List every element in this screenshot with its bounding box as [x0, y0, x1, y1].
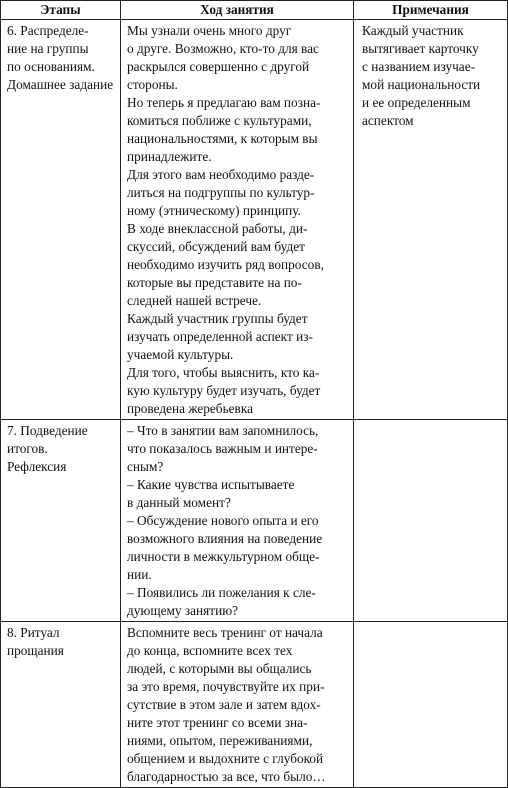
text-line: прощания: [7, 643, 64, 658]
text-line: Мы узнали очень много друг: [127, 23, 292, 38]
text-line: – Какие чувства испытываете: [127, 477, 295, 492]
text-line: общением и выдохните с глубокой: [127, 751, 324, 766]
text-line: о друге. Возможно, кто-то для вас: [127, 41, 319, 56]
text-line: аспектом: [362, 113, 414, 128]
text-line: за это время, почувствуйте их при-: [127, 679, 325, 694]
content-cell: [121, 20, 354, 420]
text-line: до конца, вспомните всех тех: [127, 643, 293, 658]
text-line: Но теперь я предлагаю вам позна-: [127, 95, 321, 110]
header-lesson-flow: Ход занятия: [121, 1, 354, 20]
text-line: Для того, чтобы выяснить, кто ка-: [127, 365, 320, 380]
text-line: личности в межкультурном обще-: [127, 549, 320, 564]
text-line: с названием изучае-: [362, 59, 476, 74]
table-body: [1, 20, 508, 788]
text-line: раскрылся совершенно с другой: [127, 59, 310, 74]
text-line: необходимо изучить ряд вопросов,: [127, 257, 324, 272]
text-line: литься на подгруппы по культур-: [127, 185, 315, 200]
text-line: сутствие в этом зале и затем вдох-: [127, 697, 321, 712]
text-line: возможного влияния на поведение: [127, 531, 323, 546]
notes-cell: [354, 20, 508, 420]
text-line: национальностями, к которым вы: [127, 131, 318, 146]
text-line: ние на группы: [7, 41, 89, 56]
text-line: кую культуру будет изучать, будет: [127, 383, 321, 398]
text-line: вытягивает карточку: [362, 41, 479, 56]
text-line: Вспомните весь тренинг от начала: [127, 625, 323, 640]
stage-cell: [1, 420, 121, 622]
text-line: Рефлексия: [7, 459, 67, 474]
text-line: мой национальности: [362, 77, 481, 92]
text-line: В ходе внеклассной работы, ди-: [127, 221, 308, 236]
text-line: проведена жеребьевка: [127, 401, 253, 416]
text-line: ните этот тренинг со всеми зна-: [127, 715, 308, 730]
table-row: [1, 20, 508, 420]
text-line: итогов.: [7, 441, 48, 456]
text-line: учаемой культуры.: [127, 347, 234, 362]
text-line: – Что в занятии вам запомнилось,: [127, 423, 319, 438]
notes-cell: [354, 622, 508, 788]
text-line: по основаниям.: [7, 59, 95, 74]
text-line: 6. Распределе-: [7, 23, 89, 38]
content-cell: [121, 420, 354, 622]
text-line: – Появились ли пожелания к сле-: [127, 585, 316, 600]
text-line: Домашнее задание: [7, 77, 114, 92]
text-line: что показалось важным и интере-: [127, 441, 318, 456]
text-line: скуссий, обсуждений вам будет: [127, 239, 305, 254]
table-header-row: [1, 1, 508, 20]
text-line: которые вы представите на по-: [127, 275, 302, 290]
text-line: и ее определенным: [362, 95, 471, 110]
text-line: Каждый участник: [362, 23, 464, 38]
table-row: [1, 622, 508, 788]
text-line: нии.: [127, 567, 152, 582]
text-line: 8. Ритуал: [7, 625, 60, 640]
text-line: – Обсуждение нового опыта и его: [127, 513, 319, 528]
text-line: дующему занятию?: [127, 603, 239, 618]
text-line: людей, с которыми вы общались: [127, 661, 312, 676]
text-line: ному (этническому) принципу.: [127, 203, 301, 218]
text-line: Для этого вам необходимо разде-: [127, 167, 315, 182]
text-line: ниями, опытом, переживаниями,: [127, 733, 313, 748]
header-stages: Этапы: [1, 1, 121, 20]
text-line: благодарностью за все, что было…: [127, 769, 326, 784]
content-cell: [121, 622, 354, 788]
notes-cell: [354, 420, 508, 622]
text-line: стороны.: [127, 77, 178, 92]
text-line: изучать определенной аспект из-: [127, 329, 313, 344]
text-line: Каждый участник группы будет: [127, 311, 308, 326]
header-notes: Примечания: [354, 1, 508, 20]
stage-cell: [1, 622, 121, 788]
text-line: 7. Подведение: [7, 423, 88, 438]
text-line: сным?: [127, 459, 164, 474]
stage-cell: [1, 20, 121, 420]
text-line: следней нашей встрече.: [127, 293, 262, 308]
text-line: комиться поближе с культурами,: [127, 113, 312, 128]
text-line: принадлежите.: [127, 149, 212, 164]
text-line: в данный момент?: [127, 495, 231, 510]
table-row: [1, 420, 508, 622]
